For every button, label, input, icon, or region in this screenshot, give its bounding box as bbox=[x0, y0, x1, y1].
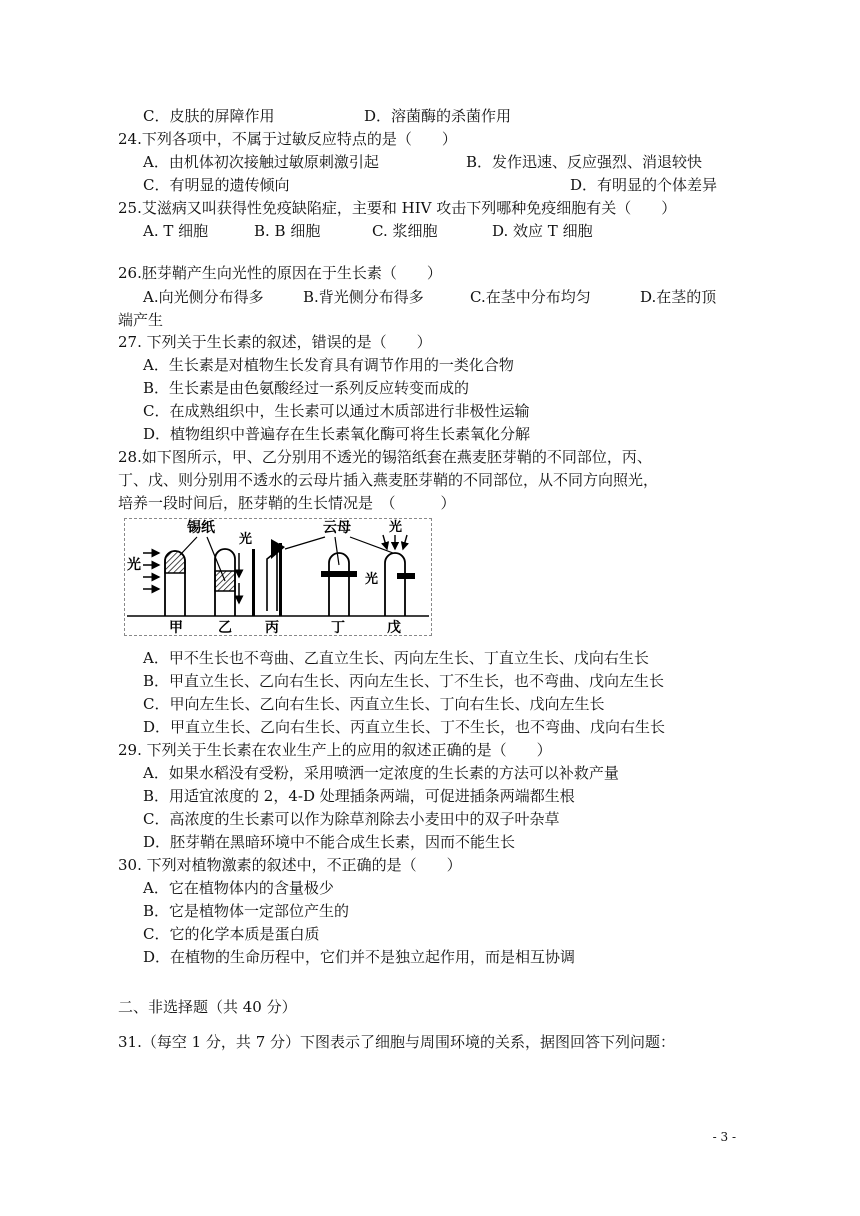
q30-option-c: C．它的化学本质是蛋白质 bbox=[143, 925, 320, 943]
q25-option-d: D. 效应 T 细胞 bbox=[492, 222, 593, 240]
q26-option-c: C.在茎中分布均匀 bbox=[470, 288, 591, 306]
light-arrow-icon bbox=[383, 535, 387, 549]
q26-option-b: B.背光侧分布得多 bbox=[303, 288, 424, 306]
coleoptile-ding bbox=[321, 553, 357, 635]
q24-option-a: A．由机体初次接触过敏原刺激引起 bbox=[143, 153, 379, 171]
label-yi: 乙 bbox=[218, 620, 232, 635]
coleoptile-shape bbox=[267, 551, 277, 611]
q25-option-c: C. 浆细胞 bbox=[372, 222, 438, 240]
q24-stem: 24.下列各项中，不属于过敏反应特点的是（ ） bbox=[118, 130, 457, 148]
light-label-wu-side: 光 bbox=[365, 572, 379, 587]
q24-option-b: B．发作迅速、反应强烈、消退较快 bbox=[466, 153, 703, 171]
q27-option-d: D．植物组织中普遍存在生长素氧化酶可将生长素氧化分解 bbox=[143, 425, 531, 443]
q26-stem: 26.胚芽鞘产生向光性的原因在于生长素（ ） bbox=[118, 264, 442, 282]
q27-option-b: B．生长素是由色氨酸经过一系列反应转变而成的 bbox=[143, 379, 470, 397]
light-label-jia: 光 bbox=[127, 557, 141, 573]
mica-insert bbox=[271, 539, 285, 559]
foil-band bbox=[215, 571, 235, 591]
q26-option-a: A.向光侧分布得多 bbox=[143, 288, 264, 306]
mica-pointer bbox=[335, 537, 339, 565]
mica-plate bbox=[321, 571, 357, 577]
q23-option-c: C．皮肤的屏障作用 bbox=[143, 107, 275, 125]
label-jia: 甲 bbox=[169, 620, 183, 635]
q28-stem-line-3: 培养一段时间后，胚芽鞘的生长情况是 （ ） bbox=[118, 494, 456, 512]
q27-stem: 27. 下列关于生长素的叙述，错误的是（ ） bbox=[118, 333, 432, 351]
mica-plate bbox=[279, 543, 282, 616]
section-heading: 二、非选择题（共 40 分） bbox=[118, 998, 297, 1016]
q28-option-c: C．甲向左生长、乙向右生长、丙直立生长、丁向右生长、戊向左生长 bbox=[143, 695, 605, 713]
coleoptile-yi bbox=[215, 531, 252, 635]
foil-pointer bbox=[180, 537, 197, 555]
q30-option-d: D．在植物的生命历程中，它们并不是独立起作用，而是相互协调 bbox=[143, 948, 576, 966]
mica-pointer bbox=[285, 537, 325, 549]
coleoptile-figure bbox=[124, 518, 432, 636]
coleoptile-wu bbox=[365, 519, 415, 635]
label-ding: 丁 bbox=[331, 620, 345, 635]
q23-option-d: D．溶菌酶的杀菌作用 bbox=[364, 107, 512, 125]
q29-stem: 29. 下列关于生长素在农业生产上的应用的叙述正确的是（ ） bbox=[118, 741, 552, 759]
light-arrow-icon bbox=[403, 535, 407, 549]
light-label-wu-top: 光 bbox=[389, 520, 403, 535]
q29-option-c: C．高浓度的生长素可以作为除草剂除去小麦田中的双子叶杂草 bbox=[143, 810, 560, 828]
mica-plate bbox=[397, 573, 415, 579]
q28-option-a: A．甲不生长也不弯曲、乙直立生长、丙向左生长、丁直立生长、戊向右生长 bbox=[143, 649, 649, 667]
foil-label: 锡纸 bbox=[187, 520, 215, 536]
q25-stem: 25.艾滋病又叫获得性免疫缺陷症，主要和 HIV 攻击下列哪种免疫细胞有关（ ） bbox=[118, 199, 677, 217]
q28-option-d: D．甲直立生长、乙向右生长、丙直立生长、丁不生长，也不弯曲、戊向右生长 bbox=[143, 718, 666, 736]
light-label-yi: 光 bbox=[239, 532, 253, 547]
q29-option-d: D．胚芽鞘在黑暗环境中不能合成生长素，因而不能生长 bbox=[143, 833, 516, 851]
q31-stem: 31.（每空 1 分，共 7 分）下图表示了细胞与周围环境的关系，据图回答下列问题： bbox=[118, 1033, 676, 1051]
q24-option-d: D．有明显的个体差异 bbox=[570, 176, 718, 194]
q27-option-c: C．在成熟组织中，生长素可以通过木质部进行非极性运输 bbox=[143, 402, 530, 420]
coleoptile-shape bbox=[385, 553, 405, 616]
q24-option-c: C．有明显的遗传倾向 bbox=[143, 176, 290, 194]
q25-option-b: B. B 细胞 bbox=[254, 222, 321, 240]
q30-option-a: A．它在植物体内的含量极少 bbox=[143, 879, 334, 897]
q29-option-b: B．用适宜浓度的 2，4-D 处理插条两端，可促进插条两端都生根 bbox=[143, 787, 575, 805]
mica-label: 云母 bbox=[323, 520, 351, 536]
page-number: - 3 - bbox=[712, 1130, 736, 1144]
q28-option-b: B．甲直立生长、乙向右生长、丙向左生长、丁不生长，也不弯曲、戊向左生长 bbox=[143, 672, 665, 690]
coleoptile-diagram bbox=[125, 519, 431, 635]
q26-option-d-continued: 端产生 bbox=[118, 311, 164, 329]
mica-plate bbox=[252, 549, 255, 616]
coleoptile-jia bbox=[127, 551, 185, 635]
q28-stem-line-2: 丁、戊、则分别用不透水的云母片插入燕麦胚芽鞘的不同部位，从不同方向照光， bbox=[118, 471, 659, 489]
q28-stem-line-1: 28.如下图所示，甲、乙分别用不透光的锡箔纸套在燕麦胚芽鞘的不同部位，丙、 bbox=[118, 448, 652, 466]
label-bing: 丙 bbox=[265, 620, 279, 635]
q26-option-d: D.在茎的顶 bbox=[640, 288, 717, 306]
q25-option-a: A. T 细胞 bbox=[143, 222, 209, 240]
q29-option-a: A．如果水稻没有受粉，采用喷洒一定浓度的生长素的方法可以补救产量 bbox=[143, 764, 619, 782]
q30-stem: 30. 下列对植物激素的叙述中，不正确的是（ ） bbox=[118, 856, 462, 874]
q30-option-b: B．它是植物体一定部位产生的 bbox=[143, 902, 350, 920]
foil-cap bbox=[165, 551, 185, 573]
q27-option-a: A．生长素是对植物生长发育具有调节作用的一类化合物 bbox=[143, 356, 514, 374]
label-wu: 戊 bbox=[387, 620, 401, 635]
coleoptile-bing bbox=[252, 539, 285, 635]
